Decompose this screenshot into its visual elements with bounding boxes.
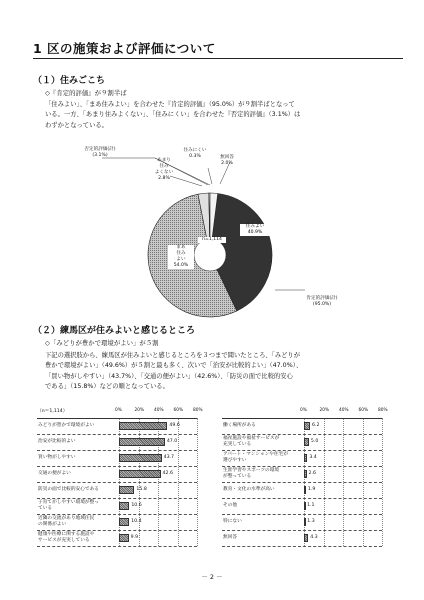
category-label [223,436,303,447]
bar [119,438,165,446]
bar [304,470,307,478]
category-label-line: 防災の面で比較的安心である [38,487,99,492]
row-separator [37,450,197,451]
category-label-line: 福祉施設や福祉サービスが [223,436,280,441]
category-label [223,468,303,479]
bar [119,486,134,494]
category-label [38,500,118,511]
category-label-line: 子育てがしやすい環境が整っ [38,500,99,505]
category-label [223,503,303,509]
bar [304,422,310,430]
paragraph-livability [45,100,397,131]
category-label-line: サービスが充実している [38,537,90,543]
axis-tick-label: 20% [319,408,330,413]
bar-value-label: 42.6 [162,471,173,476]
bar-chart-left [37,408,217,558]
bar [304,502,306,510]
category-label-line: その他 [223,503,238,508]
pie-slices [148,193,272,317]
pie-center [194,239,226,271]
pos-eval-title: 肯定的評価(計) [306,296,338,301]
livability-pie-chart [60,140,360,320]
bar [119,454,162,462]
category-label [38,487,118,493]
row-separator [37,482,197,483]
page-number: － 2 － [201,573,223,581]
bar-value-label: 1.9 [307,487,316,492]
chart-n-label: （n＝1,114） [37,409,68,414]
bar [119,422,167,430]
bar [304,454,307,462]
category-label-line: 充実している [223,441,252,447]
axis-tick-label: 60% [173,408,184,413]
category-label [223,535,303,541]
slice-label-nikui: 住みにくい 0.3% [183,148,207,159]
axis-tick-label: 0% [300,408,307,413]
row-separator [222,514,382,515]
row-separator [222,450,382,451]
bar-value-label: 6.2 [312,423,320,428]
row-separator [222,498,382,499]
pie-n-label: n=1,114 [198,237,226,243]
bar-value-label: 9.9 [130,535,139,540]
category-label-line: 働く場所がある [223,423,256,428]
bar [119,534,129,542]
bar [304,438,309,446]
bar-value-label: 3.4 [309,455,317,460]
category-label-line: の関係がよい [38,521,67,527]
category-label-line: 教育・文化の水準が高い [223,487,275,492]
row-separator [222,418,382,419]
category-label-line: 生涯学習やスポーツの環境 [223,468,280,473]
bar-value-label: 15.8 [136,487,147,492]
row-separator [222,546,382,547]
row-separator [222,482,382,483]
category-label-line: 選びやすい [223,457,247,463]
axis-tick-label: 60% [358,408,369,413]
paragraph-line: 「買い物がしやすい」（43.7%）、「交通の便がよい」（42.6%）、「防災の面で比較的安心 [45,372,293,380]
category-label [38,439,118,445]
bar [119,502,129,510]
row-separator [222,530,382,531]
gridline [197,418,198,546]
paragraph-line: わずかとなっている。 [45,121,108,129]
bar [304,518,306,526]
category-label-line: が整っている [223,473,252,479]
paragraph-line: 「住みよい」、「まあ住みよい」を合わせた『肯定的評価』（95.0%）が９割半ばとなって [45,101,295,108]
axis-tick-label: 0% [115,408,122,413]
row-separator [37,498,197,499]
row-separator [222,434,382,435]
page-title: 1 区の施策および評価について [33,39,403,59]
bar-value-label: 2.6 [308,471,316,476]
pos-eval-label [292,296,352,308]
category-label-line: 治安が比較的よい [38,439,76,444]
neg-eval-title: 否定的評価(計) [84,147,116,152]
row-separator [37,466,197,467]
category-label-line: 買い物がしやすい [38,455,76,460]
neg-eval-value: (3.1%) [92,153,108,158]
category-label-line: ている [38,505,53,511]
bar-value-label: 47.0 [166,439,178,444]
category-label [223,487,303,493]
paragraph-line: いる。一方、「あまり住みよくない」、「住みにくい」を合わせた『否定的評価』（3.1%）は [45,111,301,119]
slice-label-muk: 無回答 2.0% [220,155,234,166]
paragraph-good-points [45,351,397,393]
bar-value-label: 5.0 [310,439,319,444]
slice-label-amari: あまり 住み よくない 2.8% [154,158,174,181]
category-label [38,471,118,477]
row-separator [222,466,382,467]
bar-value-label: 1.3 [307,519,315,524]
category-label [38,532,118,543]
bar [304,486,306,494]
category-label-line: みどりが豊かで環境がよい [38,423,95,428]
summary-good-points: ◇「みどりが豊かで環境がよい」が５割 [45,339,159,347]
category-label [38,516,118,527]
row-separator [37,546,197,547]
axis-tick-label: 40% [154,408,164,413]
category-label-line: 特にない [223,519,242,524]
category-label-line: 健康や医療に関する施設や [38,532,95,537]
paragraph-line: 豊かで環境がよい」（49.6%）が５割と最も多く、次いで「治安が比較的よい」（47.0%）、 [45,362,303,370]
bar-value-label: 10.6 [131,503,142,508]
category-label [223,423,303,429]
slice-label-sumiyoi: 住みよい 40.9% [240,224,270,236]
category-label [223,519,303,525]
neg-eval-label [70,147,130,159]
bar [119,470,161,478]
leader-line [208,168,212,184]
category-label-line: 近隣の交流があり地域住民 [38,516,95,521]
bar-value-label: 4.3 [310,535,318,540]
slice-label-maa: まあ 住み よい 54.0% [168,245,194,269]
summary-livability: ◇『肯定的評価』が９割半ば [45,89,127,97]
axis-tick-label: 40% [339,408,349,413]
category-label-line: 無回答 [223,535,238,540]
axis-tick-label: 80% [378,408,388,413]
category-label-line: 交通の便がよい [38,471,71,476]
section-heading-livability: （１）住みごこち [33,76,106,86]
axis-tick-label: 80% [193,408,203,413]
bar [304,534,308,542]
category-label [223,452,303,463]
row-separator [37,434,197,435]
axis-tick-label: 20% [134,408,145,413]
bar-value-label: 1.1 [307,503,315,508]
pos-eval-value: (95.0%) [312,302,332,307]
section-heading-good-points: （２）練馬区が住みよいと感じるところ [33,326,196,336]
bar-value-label: 49.6 [169,423,180,428]
bar [119,518,129,526]
category-label [38,423,118,429]
row-separator [37,514,197,515]
paragraph-line: である」（15.8%）などの順となっている。 [45,383,169,391]
bar-value-label: 10.4 [131,519,142,524]
paragraph-line: 下記の選択肢から、練馬区が住みよいと感じるところを３つまで聞いたところ、「みどりが [45,352,301,359]
category-label [38,455,118,461]
bar-chart-right [222,408,402,558]
row-separator [37,530,197,531]
gridline [382,418,383,546]
row-separator [37,418,197,419]
bar-value-label: 43.7 [163,455,175,460]
category-label-line: アパート・マンションや住宅が [223,452,289,457]
